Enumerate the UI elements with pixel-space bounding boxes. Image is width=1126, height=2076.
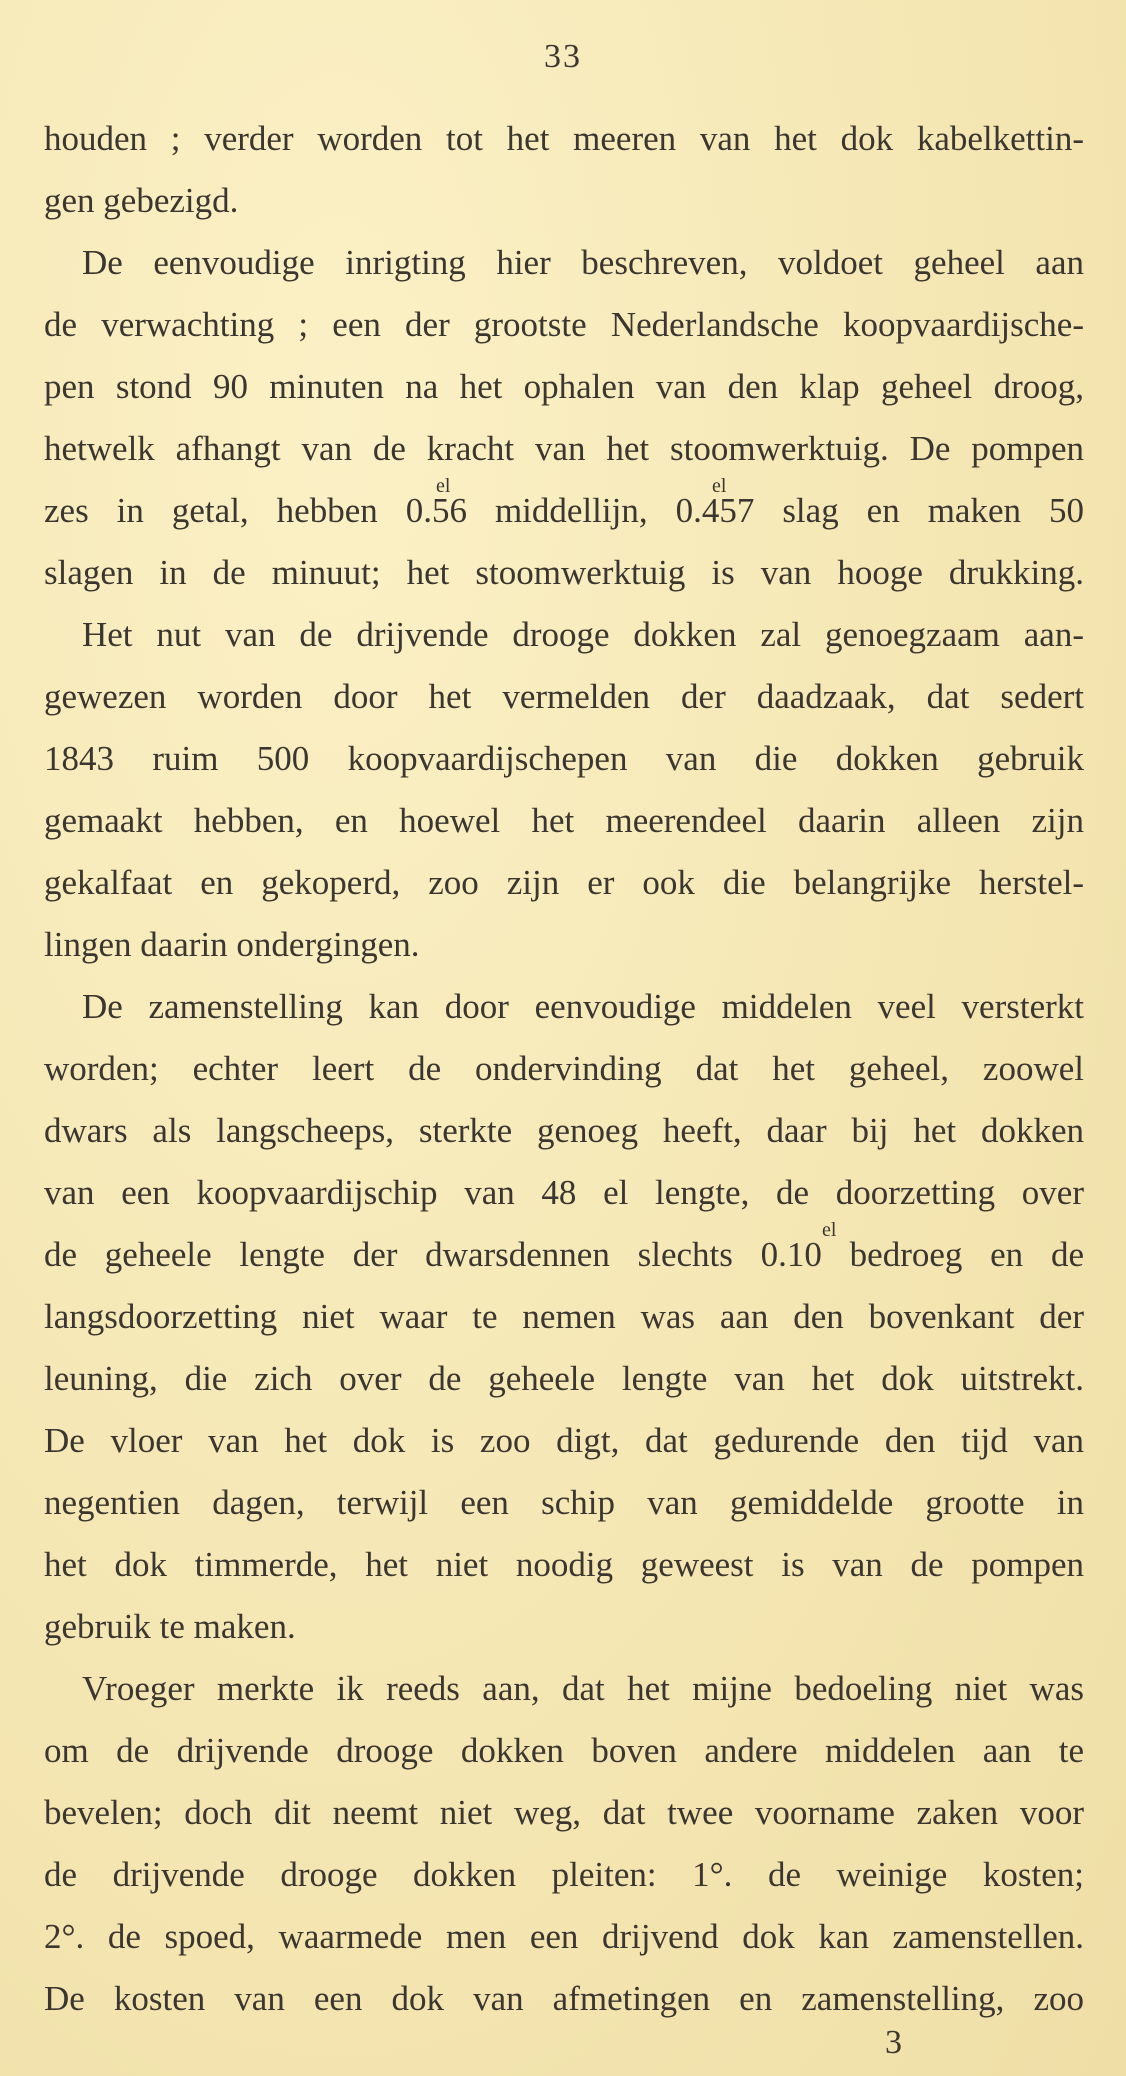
text-line: De zamenstelling kan door eenvoudige middelen veel versterkt (82, 987, 1084, 1026)
text-line: Het nut van de drijvende drooge dokken zal genoegzaam aan- (82, 615, 1084, 654)
text-line: de geheele lengte der dwarsdennen slechts 0.10 bedroeg en de el (44, 1219, 1084, 1274)
text-line: houden ; verder worden tot het meeren van het dok kabelkettin- (44, 119, 1084, 158)
text-line: gekalfaat en gekoperd, zoo zijn er ook die belangrijke herstel- (44, 863, 1084, 902)
text-line: de drijvende drooge dokken pleiten: 1°. de weinige kosten; (44, 1855, 1084, 1894)
text-line: slagen in de minuut; het stoomwerktuig is van hooge drukking. (44, 553, 1084, 592)
text-line: hetwelk afhangt van de kracht van het stoomwerktuig. De pompen (44, 429, 1084, 468)
text-line: lingen daarin ondergingen. (44, 925, 420, 964)
text-line: van een koopvaardijschip van 48 el lengte, de doorzetting over (44, 1173, 1084, 1212)
unit-superscript: el (712, 475, 727, 497)
text-line: gen gebezigd. (44, 181, 239, 220)
unit-superscript: el (822, 1219, 837, 1241)
text-line: worden; echter leert de ondervinding dat het geheel, zoowel (44, 1049, 1084, 1088)
page-number: 33 (544, 38, 582, 75)
text-line: dwars als langscheeps, sterkte genoeg heeft, daar bij het dokken (44, 1111, 1084, 1150)
text-line: gebruik te maken. (44, 1607, 296, 1646)
text-line: De vloer van het dok is zoo digt, dat gedurende den tijd van (44, 1421, 1084, 1460)
text-line: gewezen worden door het vermelden der daadzaak, dat sedert (44, 677, 1084, 716)
text-line: bevelen; doch dit neemt niet weg, dat twee voorname zaken voor (44, 1793, 1084, 1832)
text-line: 1843 ruim 500 koopvaardijschepen van die dokken gebruik (44, 739, 1084, 778)
text-line: leuning, die zich over de geheele lengte van het dok uitstrekt. (44, 1359, 1084, 1398)
text-line: om de drijvende drooge dokken boven andere middelen aan te (44, 1731, 1084, 1770)
text-line: het dok timmerde, het niet noodig geweest is van de pompen (44, 1545, 1084, 1584)
text-line: pen stond 90 minuten na het ophalen van den klap geheel droog, (44, 367, 1084, 406)
unit-superscript: el (436, 475, 451, 497)
text-line: De eenvoudige inrigting hier beschreven, voldoet geheel aan (82, 243, 1084, 282)
text-line: zes in getal, hebben 0.56 middellijn, 0.457 slag en maken 50 el el (44, 475, 1084, 530)
text-line: negentien dagen, terwijl een schip van gemiddelde grootte in (44, 1483, 1084, 1522)
signature-mark: 3 (885, 2024, 902, 2061)
text-line: de verwachting ; een der grootste Nederlandsche koopvaardijsche- (44, 305, 1084, 344)
text-line: 2°. de spoed, waarmede men een drijvend dok kan zamenstellen. (44, 1917, 1084, 1956)
body-text (44, 108, 1084, 2030)
text-line: De kosten van een dok van afmetingen en zamenstelling, zoo (44, 1979, 1084, 2018)
text-line: Vroeger merkte ik reeds aan, dat het mijne bedoeling niet was (82, 1669, 1084, 1708)
text-line: gemaakt hebben, en hoewel het meerendeel daarin alleen zijn (44, 801, 1084, 840)
text-line: langsdoorzetting niet waar te nemen was aan den bovenkant der (44, 1297, 1084, 1336)
